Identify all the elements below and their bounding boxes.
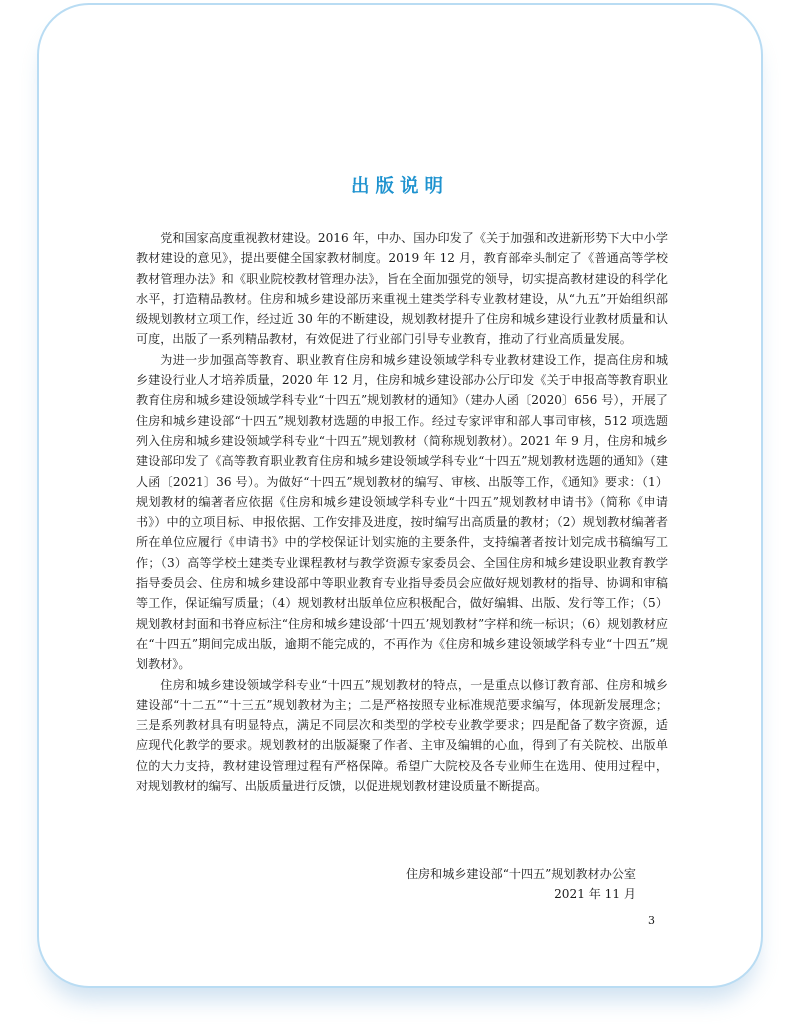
signature-date: 2021 年 11 月 — [554, 887, 636, 902]
document-body — [136, 228, 668, 796]
paragraph: 为进一步加强高等教育、职业教育住房和城乡建设领域学科专业教材建设工作，提高住房和城乡建设行业人才培养质量，2020 年 12 月，住房和城乡建设部办公厅印发《关于申报高等教育职业教育住房和城乡建设领域学科专业“十四五”规划教材的通知》（建办人函〔2020〕656 号），开展了住房和城乡建设部“十四五”规划教材选题的申报工作。经过专家评审和部人事司审核，512 项选题列入住房和城乡建设领域学科专业“十四五”规划教材（简称规划教材）。2021 年 9 月，住房和城乡建设部印发了《高等教育职业教育住房和城乡建设领域学科专业“十四五”规划教材选题的通知》（建人函〔2021〕36 号）。为做好“十四五”规划教材的编写、审核、出版等工作，《通知》要求：（1）规划教材的编著者应依据《住房和城乡建设领域学科专业“十四五”规划教材申请书》（简称《申请书》）中的立项目标、申报依据、工作安排及进度，按时编写出高质量的教材；（2）规划教材编著者所在单位应履行《申请书》中的学校保证计划实施的主要条件，支持编著者按计划完成书稿编写工作；（3）高等学校土建类专业课程教材与教学资源专家委员会、全国住房和城乡建设职业教育教学指导委员会、住房和城乡建设部中等职业教育专业指导委员会应做好规划教材的指导、协调和审稿等工作，保证编写质量；（4）规划教材出版单位应积极配合，做好编辑、出版、发行等工作；（5）规划教材封面和书脊应标注“住房和城乡建设部‘十四五’规划教材”字样和统一标识；（6）规划教材应在“十四五”期间完成出版，逾期不能完成的，不再作为《住房和城乡建设领域学科专业“十四五”规划教材》。 — [136, 352, 668, 672]
paragraph: 住房和城乡建设领域学科专业“十四五”规划教材的特点，一是重点以修订教育部、住房和城乡建设部“十二五”“十三五”规划教材为主；二是严格按照专业标准规范要求编写，体现新发展理念；三是系列教材具有明显特点，满足不同层次和类型的学校专业教学要求；四是配备了数字资源，适应现代化教学的要求。规划教材的出版凝聚了作者、主审及编辑的心血，得到了有关院校、出版单位的大力支持，教材建设管理过程有严格保障。希望广大院校及各专业师生在选用、使用过程中，对规划教材的编写、出版质量进行反馈，以促进规划教材建设质量不断提高。 — [136, 677, 668, 794]
page-number: 3 — [648, 914, 655, 927]
paragraph: 党和国家高度重视教材建设。2016 年，中办、国办印发了《关于加强和改进新形势下大中小学教材建设的意见》，提出要健全国家教材制度。2019 年 12 月，教育部牵头制定了《普通高等学校教材管理办法》和《职业院校教材管理办法》，旨在全面加强党的领导，切实提高教材建设的科学化水平，打造精品教材。住房和城乡建设部历来重视土建类学科专业教材建设，从“九五”开始组织部级规划教材立项工作，经过近 30 年的不断建设，规划教材提升了住房和城乡建设行业教材质量和认可度，出版了一系列精品教材，有效促进了行业部门引导专业教育，推动了行业高质量发展。 — [136, 231, 668, 347]
page-title: 出版说明 — [350, 176, 449, 197]
signature-block — [406, 864, 636, 905]
signature-issuer: 住房和城乡建设部“十四五”规划教材办公室 — [405, 867, 636, 881]
